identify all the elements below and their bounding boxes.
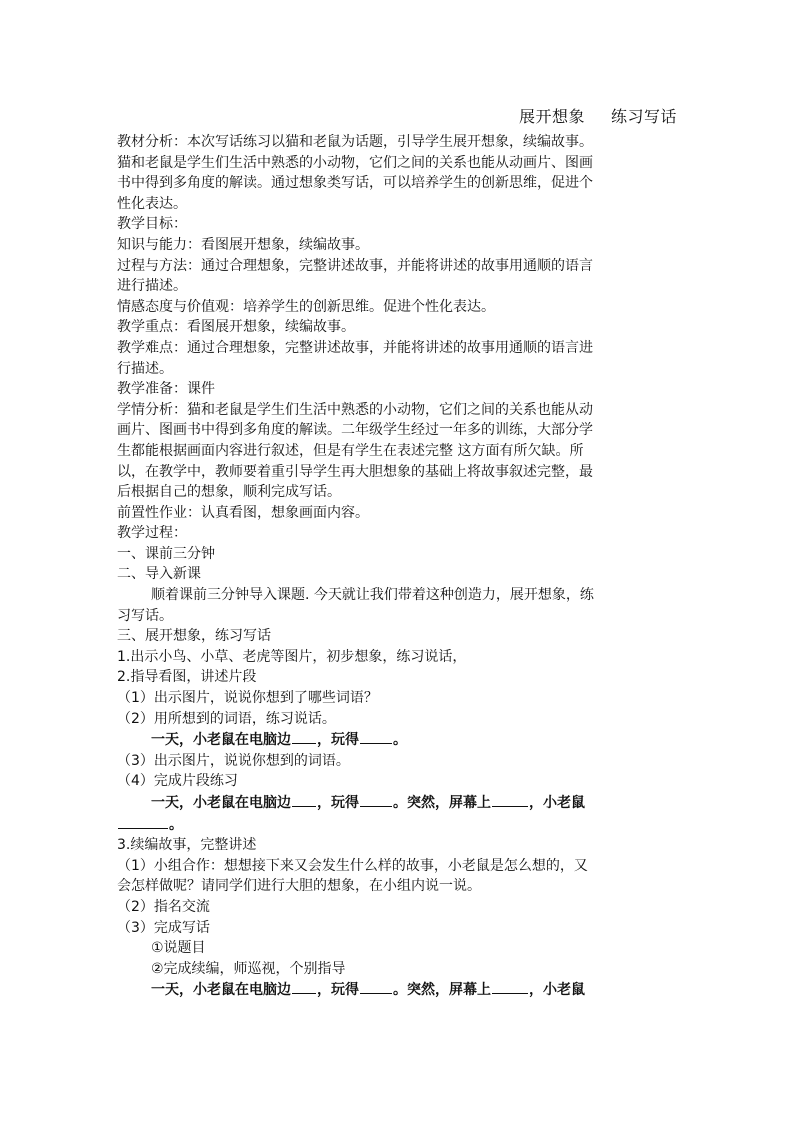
fill-in-sentence-continued: 。 <box>117 814 677 836</box>
paragraph-line: 知识与能力：看图展开想象，续编故事。 <box>117 236 369 253</box>
paragraph-line: 会怎样做呢？请同学们进行大胆的想象，在小组内说一说。 <box>117 878 481 895</box>
paragraph-line: 性化表达。 <box>117 195 187 212</box>
title-part-2: 练习写话 <box>610 107 677 126</box>
document-page <box>117 104 677 1001</box>
paragraph-line: 学情分析：猫和老鼠是学生们生活中熟悉的小动物，它们之间的关系也能从动 <box>117 401 593 418</box>
sub-list-item: ①说题目 <box>151 940 206 957</box>
paragraph-line: 进行描述。 <box>117 278 187 295</box>
fill-in-sentence: 一天，小老鼠在电脑边 ，玩得 。 <box>117 729 677 751</box>
blank-line <box>292 979 316 994</box>
paragraph-line: 前置性作业：认真看图，想象画面内容。 <box>117 504 369 521</box>
blank-line <box>360 792 392 807</box>
list-item: （1）小组合作：想想接下来又会发生什么样的故事，小老鼠是怎么想的，又 <box>117 857 588 874</box>
list-item: （1）出示图片，说说你想到了哪些词语？ <box>117 690 378 707</box>
blank-line <box>118 814 168 829</box>
paragraph-line: 书中得到多角度的解读。通过想象类写话，可以培养学生的创新思维，促进个 <box>117 175 593 192</box>
blank-line <box>292 792 316 807</box>
paragraph-line: 情感态度与价值观：培养学生的创新思维。促进个性化表达。 <box>117 298 495 315</box>
paragraph-line: 猫和老鼠是学生们生活中熟悉的小动物，它们之间的关系也能从动画片、图画 <box>117 154 593 171</box>
list-item: （3）完成写话 <box>117 919 210 936</box>
blank-line <box>492 979 528 994</box>
document-title <box>117 104 677 130</box>
section-heading: 一、课前三分钟 <box>117 545 215 562</box>
paragraph-line: 教材分析：本次写话练习以猫和老鼠为话题，引导学生展开想象，续编故事。 <box>117 134 593 150</box>
section-heading: 三、展开想象，练习写话 <box>117 628 271 645</box>
paragraph-line: 教学重点：看图展开想象，续编故事。 <box>117 319 355 336</box>
sub-list-item: ②完成续编，师巡视，个别指导 <box>151 960 346 977</box>
paragraph-line: 后根据自己的想象，顺利完成写话。 <box>117 484 341 501</box>
blank-line <box>292 729 316 744</box>
paragraph-line: 行描述。 <box>117 360 173 377</box>
blank-line <box>360 979 392 994</box>
list-item: 2.指导看图，讲述片段 <box>117 669 257 686</box>
fill-in-sentence: 一天，小老鼠在电脑边 ，玩得 。突然，屏幕上 ，小老鼠 <box>117 979 677 1001</box>
paragraph-line: 顺着课前三分钟导入课题. 今天就让我们带着这种创造力，展开想象，练 <box>151 587 594 604</box>
paragraph-line: 习写话。 <box>117 607 173 624</box>
paragraph-line: 生都能根据画面内容进行叙述，但是有学生在表述完整 这方面有所欠缺。所 <box>117 442 584 459</box>
section-heading: 教学目标： <box>117 216 187 233</box>
paragraph-line: 教学准备：课件 <box>117 381 215 398</box>
paragraph-line: 过程与方法：通过合理想象，完整讲述故事，并能将讲述的故事用通顺的语言 <box>117 257 593 274</box>
section-heading: 二、导入新课 <box>117 566 201 583</box>
blank-line <box>360 729 392 744</box>
list-item: （4）完成片段练习 <box>117 773 238 790</box>
paragraph-line: 以，在教学中，教师要着重引导学生再大胆想象的基础上将故事叙述完整，最 <box>117 463 593 480</box>
list-item: 3.续编故事，完整讲述 <box>117 837 257 854</box>
list-item: 1.出示小鸟、小草、老虎等图片，初步想象，练习说话， <box>117 648 467 665</box>
paragraph-line: 画片、图画书中得到多角度的解读。二年级学生经过一年多的训练，大部分学 <box>117 422 593 439</box>
fill-in-sentence: 一天，小老鼠在电脑边 ，玩得 。突然，屏幕上 ，小老鼠 <box>117 792 677 814</box>
list-item: （3）出示图片，说说你想到的词语。 <box>117 752 350 769</box>
blank-line <box>492 792 528 807</box>
list-item: （2）指名交流 <box>117 898 210 915</box>
section-heading: 教学过程： <box>117 525 187 542</box>
title-part-1: 展开想象 <box>518 107 585 126</box>
paragraph-line: 教学难点：通过合理想象，完整讲述故事，并能将讲述的故事用通顺的语言进 <box>117 339 593 356</box>
list-item: （2）用所想到的词语，练习说话。 <box>117 710 336 727</box>
